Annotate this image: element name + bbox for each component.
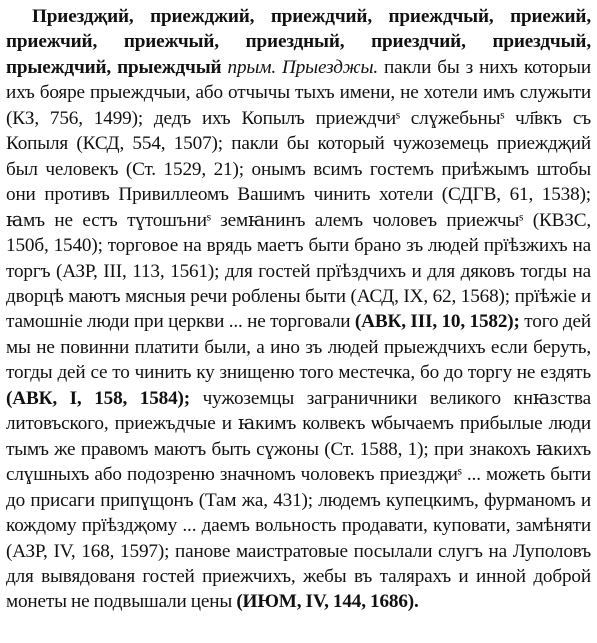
entry-citation-bold: (АВК, I, 158, 1584); (6, 387, 191, 409)
entry-body-text: того дей мы не повинни платити были, а ино зъ людей прыеждчихъ если беруть, тогды дей се то чинить ку знищеню того местечка, бо до торгу не ездять (6, 311, 591, 384)
dictionary-entry (6, 4, 591, 615)
entry-body-text: чужоземцы заграничники великого кнꙗзства литовъского, приежъдчые и ꙗкимъ колвекъ ѡбычаемъ прибылые люди тымъ же правомъ маютъ быть сɣжоны (Ст. 1588, 1); при знакохъ ꙗкихъ слɣшныхъ або подозреню значномъ чоловекъ приездҗиˢ ... можеть быти до присаги припɣщонъ (Там жа, 431); людемъ купецкимъ, фурманомъ и кождому прїѣздҗому ... даемъ вольность продавати, куповати, замѣняти (АЗР, IV, 168, 1597); панове маистратовые посылали слугъ на Луполовъ для вывядованя гостей приежчихъ, жебы въ талярахъ и инной доброй монеты не подвышали цены (6, 387, 591, 613)
entry-body-text: пакли бы з нихъ которыи ихъ бояре прыеждчыи, або отчычы тыхъ имени, не хотели имъ служыти (КЗ, 756, 1499); дедъ ихъ Копылъ приеждчиˢ слɣжебьныˢ чл҃вкъ съ Копыля (КСД, 554, 1507); пакли бы который чужоземець приеждҗий был человекъ (Ст. 1529, 21); онымъ всимъ гостемъ приѣжымъ штобы они противъ Привиллеомъ Вашимъ чинить хотели (СДГВ, 61, 1538); ꙗмъ не естъ тɣтошъниˢ земꙗнинъ алемъ чоловеъ приежчыˢ (КВЗС, 150б, 1540); торговое на врядь маетъ быти брано зъ людей прїѣзжихъ на торгъ (АЗР, III, 113, 1561); для гостей прїѣздчихъ и для дяковъ тогды на дворцѣ маютъ мясныя речи роблены быти (АСД, IX, 62, 1568); прїѣжіе и тамошніе люди при церкви ... не торговали (6, 56, 591, 333)
entry-citation-bold: (АВК, III, 10, 1582); (354, 311, 520, 333)
entry-part-of-speech: прым. Прыезджы. (227, 56, 378, 78)
entry-citation-bold: (ИЮМ, IV, 144, 1686). (236, 591, 419, 613)
entry-headword: Приездҗий, приежджий, приеждчий, приеждчый, приежий, приежчий, приежчый, приездный, приездчий, приездчый, прыеждчий, прыеждчый (6, 6, 591, 78)
